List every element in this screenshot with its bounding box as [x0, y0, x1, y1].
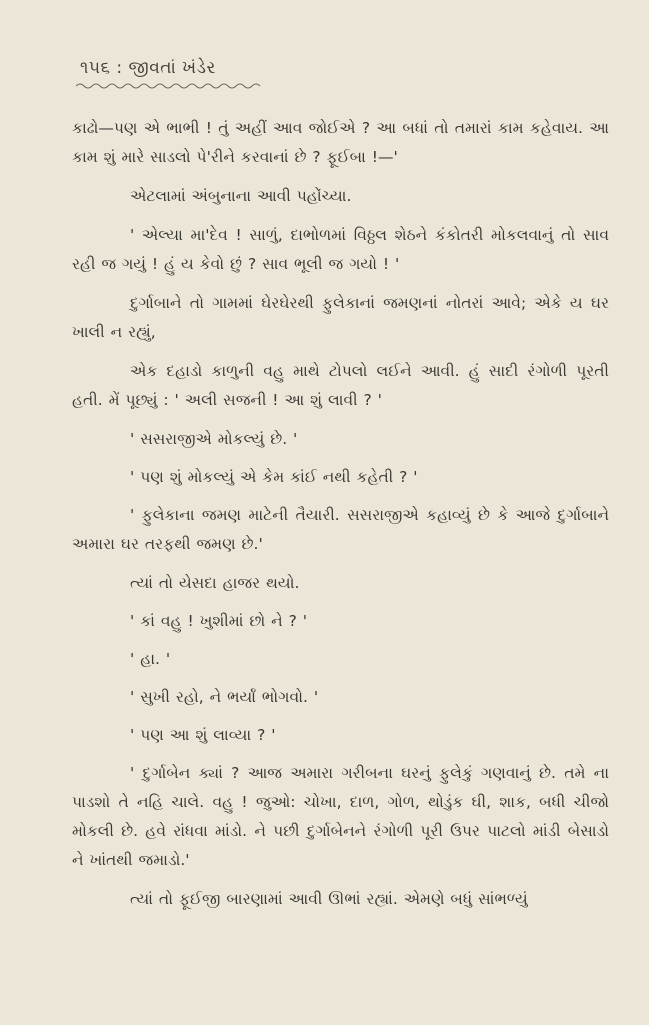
paragraph: દુર્ગાબાને તો ગામમાં ઘેરઘેરથી ફુલેકાનાં જમણનાં નોતરાં આવે; એકે ય ઘર ખાલી ન રહ્યું,	[72, 294, 609, 341]
dialogue-line: ' પણ શું મોકલ્યું એ કેમ કાંઈ નથી કહેતી ? '	[130, 468, 418, 486]
dialogue-line: ' હા. '	[130, 650, 171, 668]
paragraph-continued: કાઢો—પણ એ ભાભી ! તું અહીં આવ જોઈએ ? આ બધાં તો તમારાં કામ કહેવાય. આ કામ શું મારે સાડલો પે'રીને કરવાનાં છે ? ફૂઈબા !—'	[72, 119, 609, 166]
dialogue-line: ત્યાં તો યેસદા હાજર થયો.	[130, 574, 300, 592]
paragraph: ' એલ્યા મા'દેવ ! સાળું, દાભોળમાં વિઠ્ઠલ શેઠને કંકોતરી મોકલવાનું તો સાવ રહી જ ગયું ! હું ય કેવો છું ? સાવ ભૂલી જ ગયો ! '	[72, 226, 609, 273]
paragraph: ' ફુલેકાના જમણ માટેની તૈયારી. સસરાજીએ કહાવ્યું છે કે આજે દુર્ગાબાને અમારા ઘર તરફથી જમણ છે.'	[72, 506, 609, 553]
running-head: ૧૫૬ : જીવતાં ખંડેર	[80, 58, 216, 78]
paragraph: એટલામાં અંબુનાના આવી પહોંચ્યા.	[130, 187, 352, 205]
paragraph: ' દુર્ગાબેન ક્યાં ? આજ અમારા ગરીબના ઘરનું ફુલેકું ગણવાનું છે. તમે ના પાડશો તે નહિ ચાલે. વહુ ! જુઓ: ચોખા, દાળ, ગોળ, થોડુંક ઘી, શાક, બધી ચીજો મોકલી છે. હવે રાંધવા માંડો. ને પછી દુર્ગાબેનને રંગોળી પૂરી ઉપર પાટલો માંડી બેસાડો ને ખાંતથી જમાડો.'	[72, 764, 609, 869]
paragraph: એક દહાડો કાળુની વહુ માથે ટોપલો લઈને આવી. હું સાદી રંગોળી પૂરતી હતી. મેં પૂછ્યું : ' અલી સજની ! આ શું લાવી ? '	[72, 362, 609, 409]
dialogue-line: ' સસરાજીએ મોકલ્યું છે. '	[130, 430, 298, 448]
dialogue-line: ' કાં વહુ ! ખુશીમાં છો ને ? '	[130, 612, 308, 630]
paragraph-last: ત્યાં તો ફૂઈજી બારણામાં આવી ઊભાં રહ્યાં. એમણે બધું સાંભળ્યું	[130, 890, 528, 908]
dialogue-line: ' પણ આ શું લાવ્યા ? '	[130, 726, 276, 744]
header-wavy-rule	[76, 82, 266, 90]
dialogue-line: ' સુખી રહો, ને ભર્યાં ભોગવો. '	[130, 688, 319, 706]
